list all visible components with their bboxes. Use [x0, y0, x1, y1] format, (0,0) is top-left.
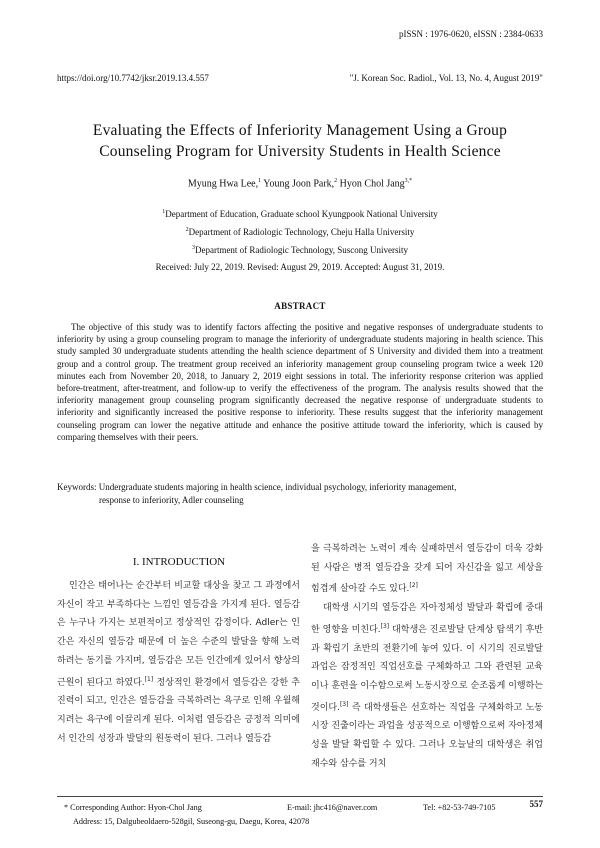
author-list	[0, 178, 600, 189]
intro-paragraph-2	[311, 599, 543, 773]
author-3: Hyon Chol Jang	[337, 178, 405, 190]
author-address: Address: 15, Dalgubeoldaero-528gil, Suseong-gu, Daegu, Korea, 42078	[73, 817, 310, 826]
author-phone: Tel: +82-53-749-7105	[423, 803, 496, 812]
author-email[interactable]: E-mail: jhc416@naver.com	[287, 803, 378, 812]
abstract-heading: ABSTRACT	[274, 301, 326, 311]
paper-title	[0, 120, 600, 162]
page-number: 557	[529, 799, 543, 809]
doi-link[interactable]: https://doi.org/10.7742/jksr.2019.13.4.557	[57, 73, 209, 83]
affiliation-3-text: Department of Radiologic Technology, Suscong University	[194, 245, 409, 255]
author-2-affil: 2	[334, 178, 338, 184]
intro-p2a-text: 대학생 시기의 열등감은 자아정체성 발달과 확립에 중대한 영향을 미친다.	[311, 603, 543, 635]
affiliation-3-sup: 3	[191, 245, 195, 251]
intro-paragraph-1	[57, 577, 300, 748]
citation-ref: [3]	[380, 622, 390, 630]
citation-ref: [3]	[339, 700, 349, 708]
issn-line: pISSN : 1976-0620, eISSN : 2384-0633	[398, 29, 543, 39]
intro-paragraph-continued	[311, 540, 543, 599]
abstract-body	[57, 321, 543, 443]
affiliation-1-text: Department of Education, Graduate school Kyungpook National University	[165, 209, 438, 219]
author-1: Myung Hwa Lee,	[187, 178, 259, 190]
affiliation-1	[0, 204, 600, 222]
keywords-line-2: response to inferiority, Adler counseling	[99, 494, 244, 505]
keywords	[57, 481, 543, 506]
intro-p1-tail: 정상적인 환경에서 열등감은 강한 추진력이 되고, 인간은 열등감을 극복하려는 욕구로 인해 우월해지려는 욕구에 이끌리게 된다. 이처럼 열등감은 긍정적 의미에서 인간의 성장과 발달의 원동력이 된다. 그러나 열등감	[57, 677, 300, 744]
citation-ref: [1]	[144, 675, 154, 683]
intro-p2c-text: 즉 대학생들은 선호하는 직업을 구체화하고 노동시장 진출이라는 과업을 성공적으로 이행함으로써 자아정체성을 발달 확립할 수 있다. 그러나 오늘날의 대학생은 취업 재수와 삼수를 거치	[311, 702, 543, 769]
footer-divider	[57, 796, 543, 797]
affiliations	[0, 204, 600, 258]
intro-p2b-text: 대학생은 진로발달 단계상 탐색기 후반과 확립기 초반의 전환기에 놓여 있다. 이 시기의 진로발달 과업은 잠정적인 직업선호를 구체화하고 그와 관련된 교육이나 훈련을 이수함으로써 노동시장으로 순조롭게 이행하는 것이다.	[311, 624, 543, 713]
affiliation-2-sup: 2	[185, 227, 189, 233]
citation-ref: [2]	[409, 582, 418, 590]
title-line-1: Evaluating the Effects of Inferiority Management Using a Group	[92, 122, 508, 139]
right-column	[311, 540, 543, 773]
left-column	[57, 577, 300, 748]
affiliation-2-text: Department of Radiologic Technology, Cheju Halla University	[188, 227, 415, 237]
title-line-2: Counseling Program for University Students in Health Science	[99, 143, 501, 160]
corresponding-author: * Corresponding Author: Hyon-Chol Jang	[64, 803, 202, 812]
author-3-affil: 3,*	[404, 178, 413, 184]
affiliation-1-sup: 1	[162, 209, 166, 215]
author-1-affil: 1	[258, 178, 262, 184]
submission-dates: Received: July 22, 2019. Revised: August 29, 2019. Accepted: August 31, 2019.	[155, 262, 445, 272]
keywords-line-1: Keywords: Undergraduate students majoring in health science, individual psychology, inferiority management,	[57, 482, 457, 492]
affiliation-3	[0, 240, 600, 258]
intro-p1-text: 인간은 태어나는 순간부터 비교할 대상을 찾고 그 과정에서 자신이 작고 부족하다는 느낌인 열등감을 가지게 된다. 열등감은 누구나 가지는 보편적이고 정상적인 감정이다. Adler는 인간은 자신의 열등감 때문에 더 높은 수준의 발달을 향해 노력하려는 동기를 가지며, 열등감은 모든 인간에게 있어서 향상의 근원이 된다고 하였다.	[57, 581, 300, 688]
affiliation-2	[0, 222, 600, 240]
author-2: Young Joon Park,	[261, 178, 335, 190]
abstract-text: The objective of this study was to identify factors affecting the positive and negative responses of undergraduate students to inferiority by using a group counseling program to manage the inferiority of undergraduate students majoring in health science. This study sampled 30 undergraduate students attending the health science department of S University and divided them into a treatment group and a control group. The treatment group received an inferiority management group counseling program twice a week 120 minutes each from November 20, 2018, to January 2, 2019 eight sessions in total. The inferiority response criterion was applied before-treatment, after-treatment, and follow-up to verify the effectiveness of the program. The analysis results showed that the inferiority management group counseling program significantly decreased the negative response of undergraduate students to inferiority and significantly increased the positive response to inferiority. These results suggest that the inferiority management counseling program can lower the negative attitude and enhance the positive attitude toward the inferiority, which is caused by comparing themselves with their peers.	[57, 322, 543, 442]
section-heading: I. INTRODUCTION	[132, 556, 226, 568]
journal-citation: "J. Korean Soc. Radiol., Vol. 13, No. 4, August 2019"	[349, 73, 543, 83]
intro-p0-text: 을 극복하려는 노력이 계속 실패하면서 열등감이 더욱 강화된 사람은 병적 열등감을 갖게 되어 자신감을 잃고 세상을 힘겹게 살아갈 수도 있다.	[311, 544, 543, 595]
